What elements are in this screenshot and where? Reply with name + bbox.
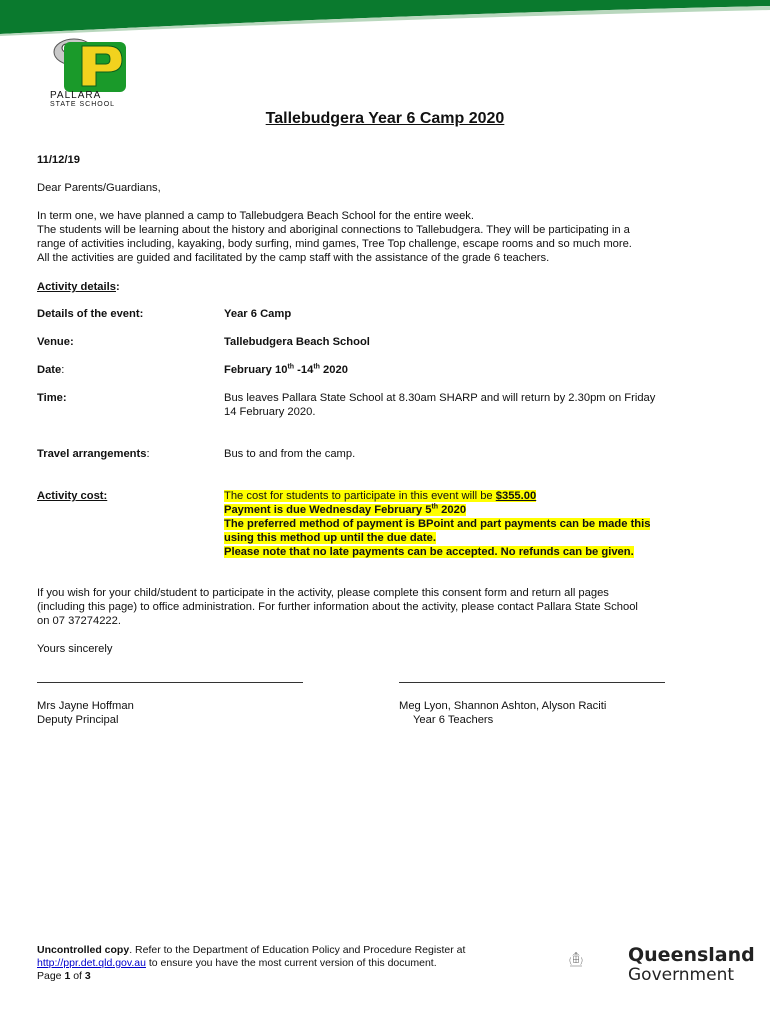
- cost-block: [224, 489, 734, 559]
- date-ordinal: th: [313, 363, 320, 371]
- left-signatory-title: Deputy Principal: [37, 714, 119, 726]
- left-signatory: [37, 699, 337, 727]
- footer-line2: to ensure you have the most current version of this document.: [145, 957, 437, 969]
- right-signatory-title: Year 6 Teachers: [413, 714, 494, 726]
- no-refund-note: Please note that no late payments can be accepted. No refunds can be given.: [224, 546, 634, 558]
- payment-due-ordinal: th: [431, 503, 439, 511]
- payment-due: [224, 504, 466, 516]
- greeting: Dear Parents/Guardians,: [37, 182, 161, 194]
- page-current: 1: [64, 970, 71, 982]
- intro-paragraph: [37, 209, 737, 265]
- signature-line-right: [399, 682, 665, 683]
- time-line: Bus leaves Pallara State School at 8.30am SHARP and will return by 2.30pm on Friday: [224, 392, 656, 404]
- date-label-colon: :: [61, 364, 65, 376]
- logo-school-sub: STATE SCHOOL: [50, 101, 116, 108]
- document-title: Tallebudgera Year 6 Camp 2020: [265, 110, 505, 127]
- closing-line: If you wish for your child/student to participate in the activity, please complete this consent form and return all pages: [37, 587, 609, 599]
- page-prefix: Page: [37, 970, 65, 982]
- date-value-part: -14: [294, 364, 314, 376]
- venue-value: Tallebudgera Beach School: [224, 336, 370, 348]
- signature-line-left: [37, 682, 303, 683]
- govt-line1: Queensland: [628, 944, 755, 966]
- footer-notice: [37, 944, 537, 983]
- payment-method: The preferred method of payment is BPoint and part payments can be made this: [224, 518, 651, 530]
- travel-label: [37, 447, 217, 461]
- time-label: Time:: [37, 392, 67, 404]
- uncontrolled-copy: Uncontrolled copy: [37, 944, 130, 956]
- travel-label-colon: :: [146, 448, 150, 460]
- ppr-link[interactable]: http://ppr.det.qld.gov.au: [37, 957, 146, 969]
- intro-line: range of activities including, kayaking, body surfing, mind games, Tree Top challenge, escape rooms and so much more.: [37, 238, 632, 250]
- date-label-text: Date: [37, 364, 62, 376]
- sign-off: Yours sincerely: [37, 643, 113, 655]
- event-value: Year 6 Camp: [224, 308, 292, 320]
- intro-line: All the activities are guided and facilitated by the camp staff with the assistance of the grade 6 teachers.: [37, 252, 550, 264]
- intro-line: In term one, we have planned a camp to Tallebudgera Beach School for the entire week.: [37, 210, 474, 222]
- footer-line1: . Refer to the Department of Education Policy and Procedure Register at: [129, 944, 466, 956]
- activity-details-heading: [37, 280, 737, 294]
- date-ordinal: th: [287, 363, 295, 371]
- payment-due-year: 2020: [438, 504, 467, 516]
- closing-paragraph: [37, 586, 737, 628]
- date-value-part: 2020: [319, 364, 348, 376]
- right-signatory-name: Meg Lyon, Shannon Ashton, Alyson Raciti: [399, 700, 607, 712]
- intro-line: The students will be learning about the history and aboriginal connections to Tallebudgera. They will be participating in a: [37, 224, 630, 236]
- time-value: [224, 391, 734, 419]
- date-value-part: February 10: [224, 364, 288, 376]
- cost-label: Activity cost:: [37, 490, 108, 502]
- logo-school-name: PALLARA: [50, 90, 102, 101]
- page-of: of: [70, 970, 85, 982]
- cost-amount: $355.00: [495, 490, 537, 502]
- letter-date: 11/12/19: [37, 154, 80, 166]
- cost-line1: The cost for students to participate in this event will be: [224, 490, 496, 502]
- closing-line: on 07 37274222.: [37, 615, 121, 627]
- cost-text: [224, 490, 536, 502]
- page-number: [37, 970, 537, 983]
- heading-colon: :: [115, 281, 120, 293]
- event-label: Details of the event:: [37, 308, 144, 320]
- activity-details-heading-text: Activity details: [37, 281, 116, 293]
- header-banner: [0, 0, 770, 36]
- queensland-crest-icon: [566, 932, 626, 988]
- travel-value: Bus to and from the camp.: [224, 448, 356, 460]
- time-line: 14 February 2020.: [224, 406, 316, 418]
- travel-label-text: Travel arrangements: [37, 448, 147, 460]
- right-signatory: [399, 699, 739, 727]
- venue-label: Venue:: [37, 336, 74, 348]
- date-label: [37, 363, 217, 377]
- payment-due-text: Payment is due Wednesday February 5: [224, 504, 432, 516]
- govt-line2: Government: [628, 965, 735, 985]
- closing-line: (including this page) to office administration. For further information about the activity, please contact Pallara State School: [37, 601, 638, 613]
- date-value: [224, 363, 734, 377]
- left-signatory-name: Mrs Jayne Hoffman: [37, 700, 134, 712]
- page-total: 3: [84, 970, 91, 982]
- payment-method-cont: using this method up until the due date.: [224, 532, 436, 544]
